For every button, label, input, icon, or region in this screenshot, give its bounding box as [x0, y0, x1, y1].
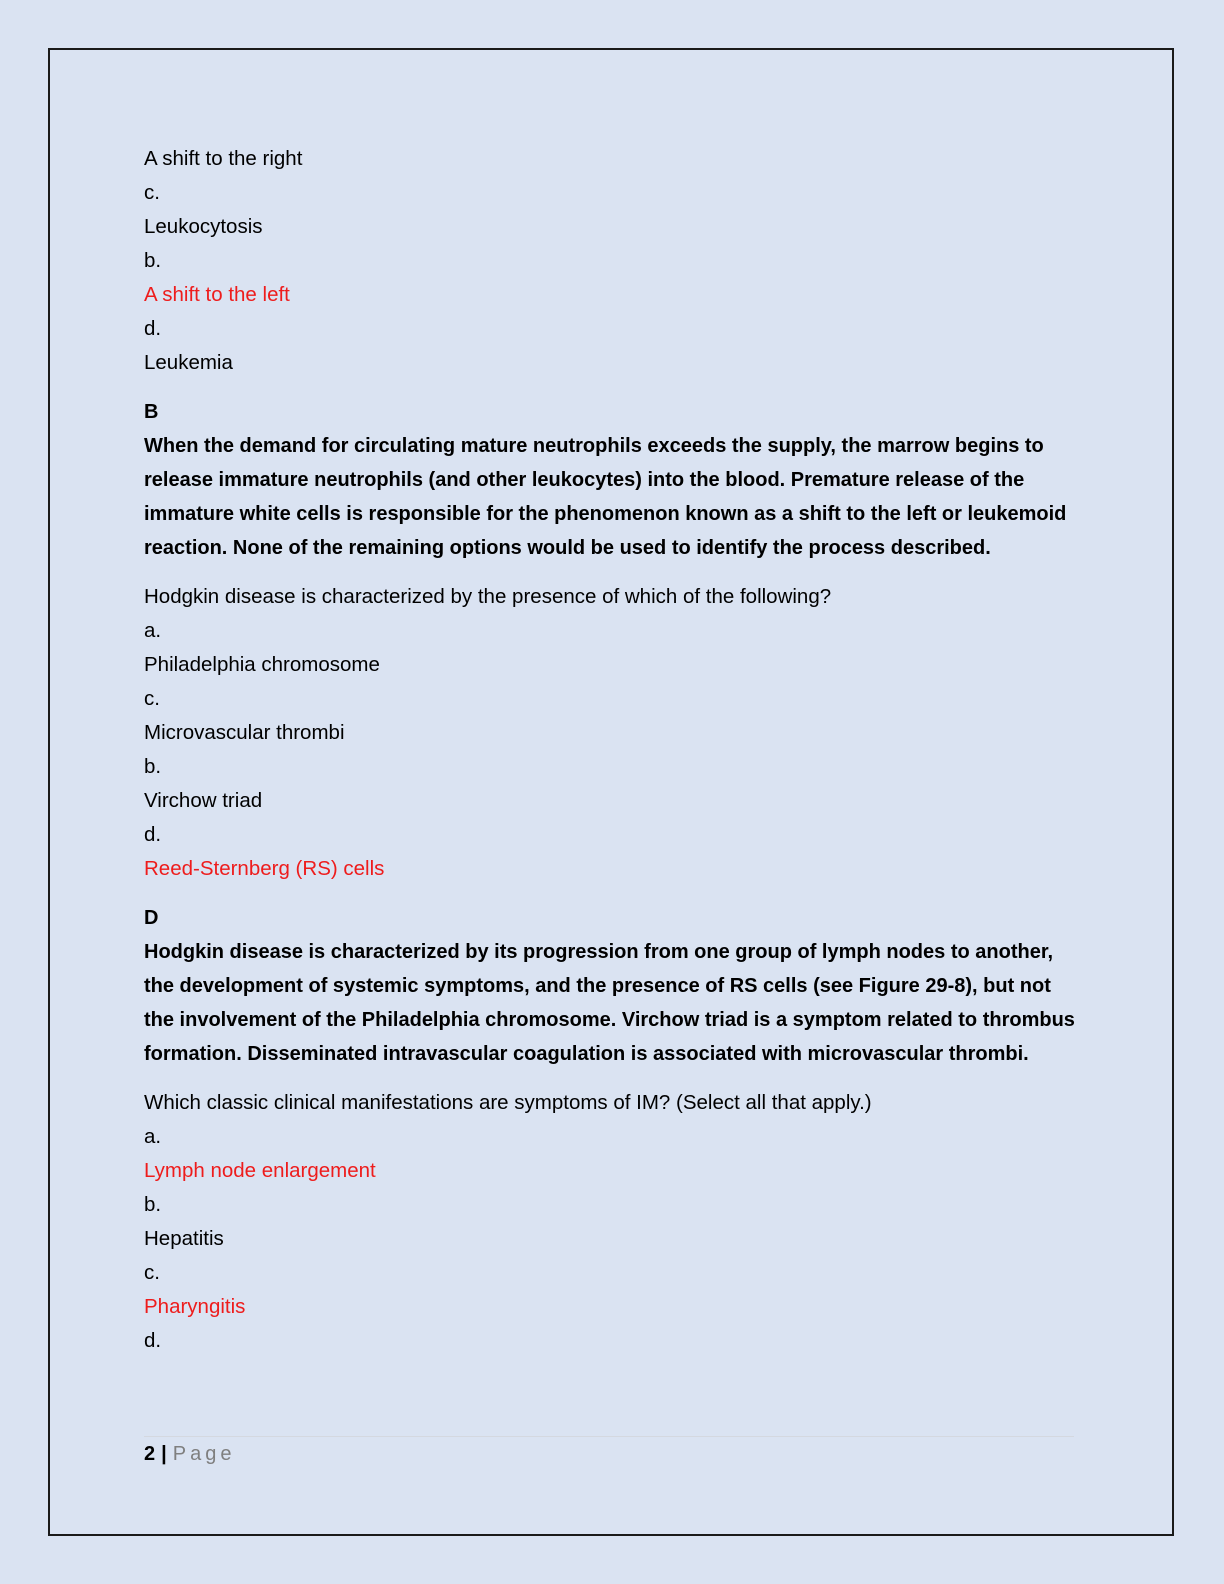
document-content — [144, 142, 1084, 1358]
option-line: Virchow triad — [144, 789, 263, 812]
question-block-2 — [144, 580, 1084, 1071]
option-letter: b. — [144, 1193, 162, 1216]
answer-key: B — [144, 401, 159, 423]
option-line: Leukocytosis — [144, 215, 263, 238]
option-letter: c. — [144, 687, 160, 710]
option-letter: a. — [144, 1125, 162, 1148]
option-line: A shift to the right — [144, 147, 303, 170]
option-letter: a. — [144, 619, 162, 642]
option-letter: c. — [144, 1261, 160, 1284]
option-letter: d. — [144, 1329, 162, 1352]
footer-separator: | — [161, 1443, 167, 1465]
question-text: Which classic clinical manifestations are symptoms of IM? (Select all that apply.) — [144, 1091, 872, 1114]
question-block-1 — [144, 142, 1084, 565]
option-line: Microvascular thrombi — [144, 721, 345, 744]
option-letter: c. — [144, 181, 160, 204]
option-letter: d. — [144, 317, 162, 340]
answer-explanation: When the demand for circulating mature neutrophils exceeds the supply, the marrow begins to release immature neutrophils (and other leukocytes) into the blood. Premature release of the immature white cells is responsible for the phenomenon known as a shift to the left or leukemoid reaction. None of the remaining options would be used to identify the process described. — [144, 435, 1067, 559]
option-letter: b. — [144, 249, 162, 272]
answer-key: D — [144, 907, 159, 929]
page-footer — [144, 1440, 235, 1468]
question-text: Hodgkin disease is characterized by the presence of which of the following? — [144, 585, 832, 608]
answer-explanation: Hodgkin disease is characterized by its progression from one group of lymph nodes to another, the development of systemic symptoms, and the presence of RS cells (see Figure 29-8), but not the involvement of the Philadelphia chromosome. Virchow triad is a symptom related to thrombus formation. Disseminated intravascular coagulation is associated with microvascular thrombi. — [144, 941, 1075, 1065]
page-number: 2 — [144, 1443, 156, 1465]
footer-divider — [144, 1436, 1074, 1437]
option-letter: b. — [144, 755, 162, 778]
question-block-3 — [144, 1086, 1084, 1358]
correct-option-line: A shift to the left — [144, 283, 290, 306]
page-label: Page — [172, 1443, 236, 1465]
correct-option-line: Reed-Sternberg (RS) cells — [144, 857, 385, 880]
option-line: Philadelphia chromosome — [144, 653, 380, 676]
option-line: Hepatitis — [144, 1227, 224, 1250]
option-line: Leukemia — [144, 351, 233, 374]
correct-option-line: Pharyngitis — [144, 1295, 246, 1318]
correct-option-line: Lymph node enlargement — [144, 1159, 376, 1182]
option-letter: d. — [144, 823, 162, 846]
